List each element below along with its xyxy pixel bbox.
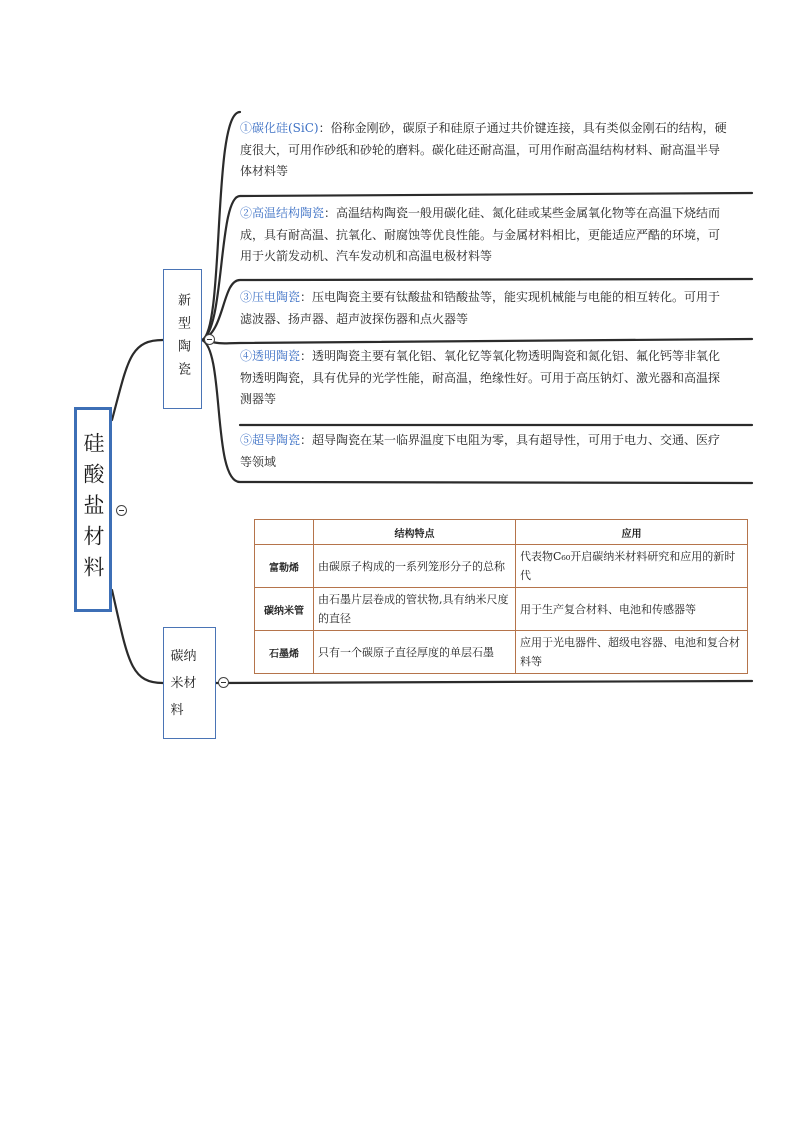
table-cell-application: 用于生产复合材料、电池和传感器等 [516,588,748,631]
ceramic-item-piezo [240,287,730,330]
connector-root-ceramics [112,340,163,420]
table-row [255,545,748,588]
table-row-name: 石墨烯 [255,631,314,674]
ceramic-item-superconducting [240,430,730,473]
table-header-cell: 结构特点 [314,520,516,545]
table-header-cell [255,520,314,545]
item-body: ：俗称金刚砂，碳原子和硅原子通过共价键连接，具有类似金刚石的结构，硬度很大，可用作砂纸和砂轮的磨料。碳化硅还耐高温，可用作耐高温结构材料、耐高温半导体材料等 [240,121,727,178]
item-head: ⑤超导陶瓷 [240,433,301,447]
item-head: ②高温结构陶瓷 [240,206,325,220]
connector-nano-table [216,681,752,683]
item-body: ：压电陶瓷主要有钛酸盐和锆酸盐等，能实现机械能与电能的相互转化。可用于滤波器、扬声器、超声波探伤器和点火器等 [240,290,721,326]
table-row-name: 碳纳米管 [255,588,314,631]
item-body: ：高温结构陶瓷一般用碳化硅、氮化硅或某些金属氧化物等在高温下烧结而成，具有耐高温、抗氧化、耐腐蚀等优良性能。与金属材料相比，更能适应严酷的环境，可用于火箭发动机、汽车发动机和高温电极材料等 [240,206,721,263]
root-label: 硅酸盐材料 [81,432,105,587]
table-header-cell: 应用 [516,520,748,545]
collapse-ceramics-icon[interactable] [204,334,215,345]
collapse-nano-icon[interactable] [218,677,229,688]
branch-nano[interactable] [163,627,216,739]
table-cell-structure: 由碳原子构成的一系列笼形分子的总称 [314,545,516,588]
branch-ceramics-label: 新型陶瓷 [175,293,190,385]
root-node[interactable] [74,407,112,612]
table-cell-application: 应用于光电器件、超级电容器、电池和复合材料等 [516,631,748,674]
item-head: ④透明陶瓷 [240,349,301,363]
table-cell-application: 代表物C₆₀开启碳纳米材料研究和应用的新时代 [516,545,748,588]
table-row [255,631,748,674]
connector-root-nano [112,590,163,683]
ceramic-item-transparent [240,346,730,411]
connector-item-4 [202,339,752,343]
table-cell-structure: 由石墨片层卷成的管状物,具有纳米尺度的直径 [314,588,516,631]
table-row [255,588,748,631]
collapse-root-icon[interactable] [116,505,127,516]
ceramic-item-high-temp [240,203,730,268]
branch-nano-label: 碳纳 米材 料 [170,648,197,718]
item-head: ①碳化硅(SiC) [240,121,319,135]
ceramic-item-silicon-carbide [240,118,730,183]
table-header-row [255,520,748,545]
branch-ceramics[interactable] [163,269,202,409]
connector-item-1 [202,112,240,340]
nano-materials-table [254,519,748,674]
item-body: ：超导陶瓷在某一临界温度下电阻为零，具有超导性，可用于电力、交通、医疗等领域 [240,433,721,469]
item-head: ③压电陶瓷 [240,290,301,304]
table-cell-structure: 只有一个碳原子直径厚度的单层石墨 [314,631,516,674]
table-row-name: 富勒烯 [255,545,314,588]
item-body: ：透明陶瓷主要有氧化铝、氧化钇等氧化物透明陶瓷和氮化铝、氟化钙等非氧化物透明陶瓷，具有优异的光学性能，耐高温，绝缘性好。可用于高压钠灯、激光器和高温探测器等 [240,349,721,406]
